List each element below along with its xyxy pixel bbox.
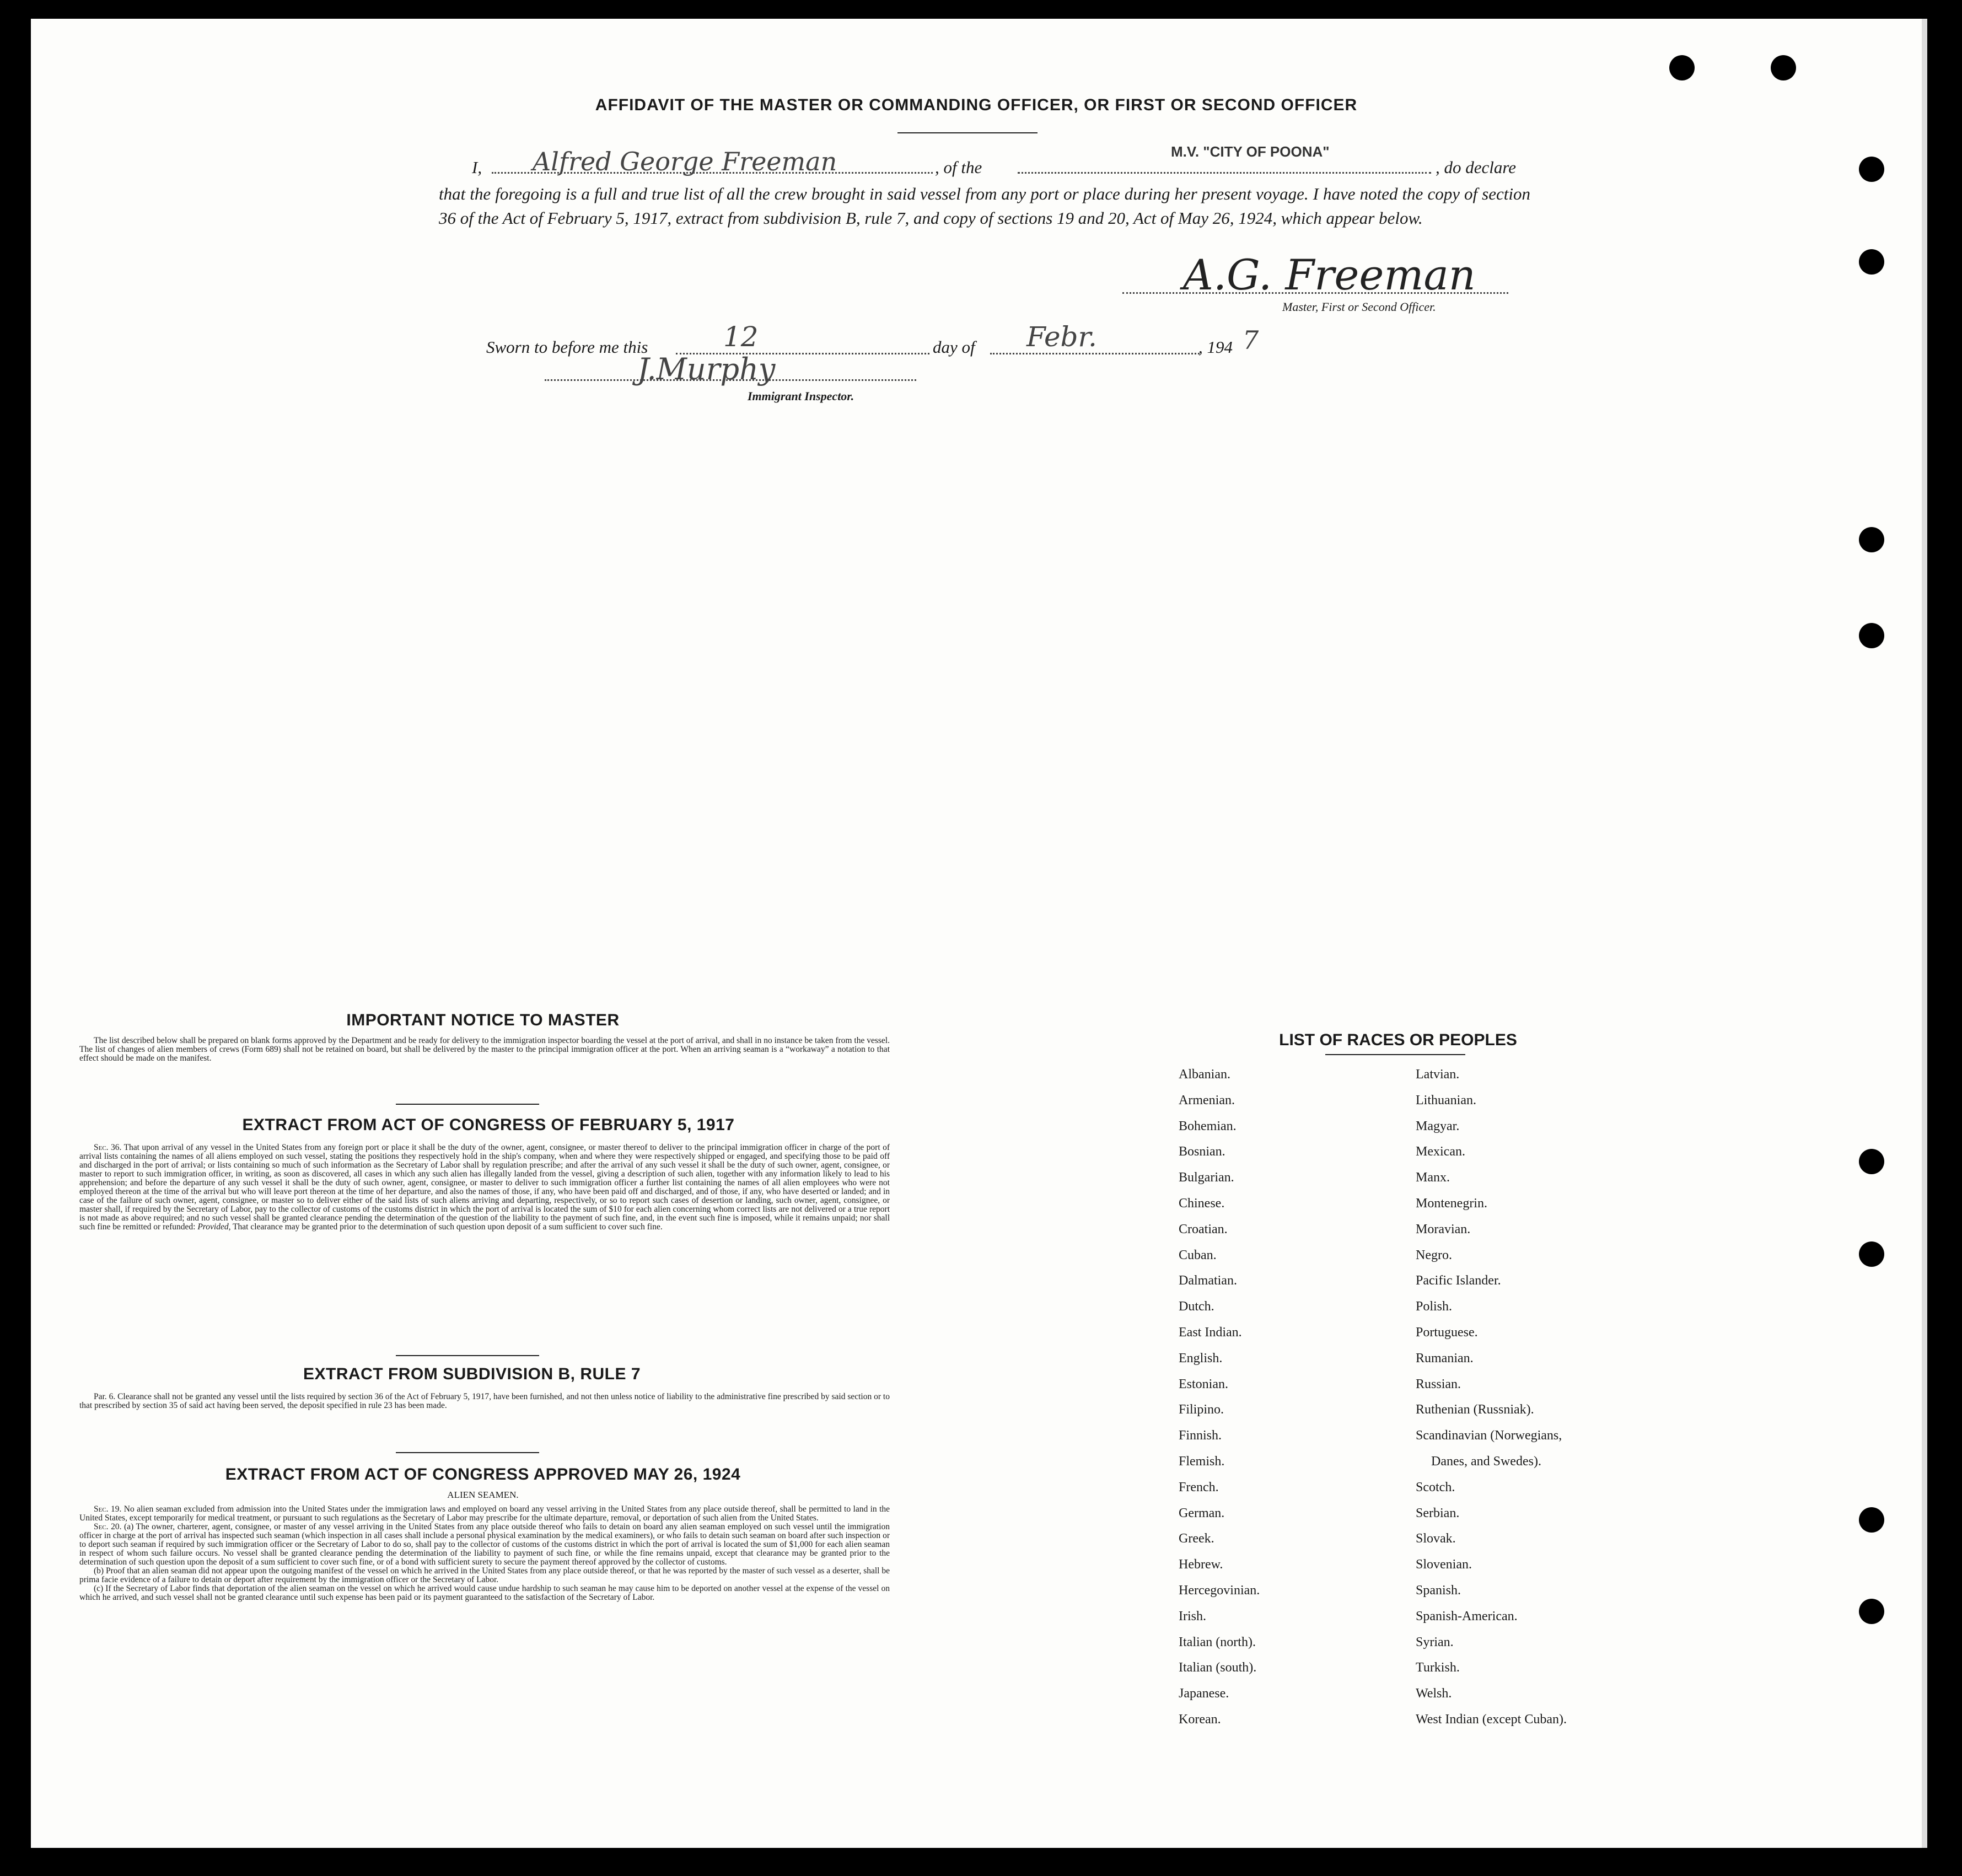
- extract-1924-text: [79, 1505, 890, 1602]
- rule7-paragraph: Par. 6. Clearance shall not be granted any vessel until the lists required by section 36 of the Act of February 5, 1917, have been furnished, and not then unless notice of liability to the administrative fine prescribed by said section or to that prescribed by section 35 of said act having been served, the deposit specified in rule 23 has been made.: [79, 1392, 890, 1410]
- race-item: Bosnian.: [1179, 1144, 1225, 1159]
- race-item: Greek.: [1179, 1531, 1214, 1546]
- year-suffix: 7: [1243, 325, 1259, 355]
- race-item: Pacific Islander.: [1416, 1273, 1501, 1288]
- sec20c-text: (c) If the Secretary of Labor finds that deportation of the alien seaman on the vessel on which he arrived would cause undue hardship to such seaman he may cause him to be deported on another vessel at the expense of the vessel on which he arrived, and such vessel shall not be granted clearance until such expense has been paid or its payment guaranteed to the satisfaction of the Secretary of Labor.: [79, 1584, 890, 1602]
- do-declare-label: , do declare: [1436, 158, 1517, 177]
- extract-rule7-text: [79, 1393, 890, 1410]
- race-item: Hercegovinian.: [1179, 1583, 1260, 1598]
- extract-1924-title: EXTRACT FROM ACT OF CONGRESS APPROVED MAY 26, 1924: [225, 1465, 741, 1483]
- race-item: Syrian.: [1416, 1635, 1454, 1649]
- vessel-name: M.V. "CITY OF POONA": [1171, 143, 1330, 160]
- punch-hole: [1859, 527, 1884, 552]
- sworn-label: Sworn to before me this: [486, 337, 648, 357]
- year-prefix: , 194: [1198, 337, 1233, 357]
- race-item: Polish.: [1416, 1299, 1453, 1314]
- races-title: LIST OF RACES OR PEOPLES: [1279, 1031, 1517, 1049]
- sec36-text: That upon arrival of any vessel in the United States from any foreign port or place it shall be the duty of the owner, agent, consignee, or master thereof to deliver to the principal immigration officer in charge of the port of arrival lists containing the names of all aliens employed on such vessel, stating the positions they respectively hold in the ship's company, when and where they were respectively shipped or engaged, and specifying those to be paid off and discharged in the port of arrival; or lists containing so much of such information as the Secretary of Labor shall by regulation prescribe; and after the arrival of any such vessel it shall be the duty of such owner, agent, consignee, or master to report to such immigration officer, in writing, as soon as discovered, all cases in which any such alien has illegally landed from the vessel, giving a description of such alien, together with any information likely to lead to his apprehension; and before the departure of any such vessel it shall be the duty of such owner, agent, consignee, or master to deliver to such immigration officer a further list containing the names of all alien employees who were not employed thereon at the time of the arrival but who will leave port thereon at the time of her departure, and also the names of those, if any, who have been paid off and discharged, and of those, if any, who have deserted or landed; and in case of the failure of such owner, agent, consignee, or master so to deliver either of the said lists of such aliens arriving and departing, respectively, or so to report such cases of desertion or landing, such owner, agent, consignee, or master shall, if required by the Secretary of Labor, pay to the collector of customs of the customs district in which the port of arrival is located the sum of $10 for each alien concerning whom correct lists are not delivered or a true report is not made as above required; and no such vessel shall be granted clearance pending the determination of the question of the liability to the payment of such fine, and, in the event such fine is imposed, while it remains unpaid; nor shall such fine be remitted or refunded:: [79, 1143, 890, 1232]
- sworn-day: 12: [723, 321, 759, 353]
- race-item: Flemish.: [1179, 1454, 1225, 1469]
- race-item: Spanish.: [1416, 1583, 1461, 1598]
- race-item: Armenian.: [1179, 1093, 1235, 1108]
- race-item: Japanese.: [1179, 1686, 1229, 1701]
- punch-hole: [1859, 623, 1884, 648]
- race-item: Lithuanian.: [1416, 1093, 1476, 1108]
- title-divider: [897, 132, 1038, 133]
- race-item: Dalmatian.: [1179, 1273, 1237, 1288]
- race-item: Chinese.: [1179, 1196, 1225, 1211]
- race-item: Moravian.: [1416, 1222, 1471, 1237]
- notice-title: IMPORTANT NOTICE TO MASTER: [346, 1011, 620, 1029]
- inspector-caption: Immigrant Inspector.: [748, 389, 854, 403]
- race-item: French.: [1179, 1480, 1219, 1495]
- extract-1917-title: EXTRACT FROM ACT OF CONGRESS OF FEBRUARY 5, 1917: [242, 1116, 735, 1134]
- punch-hole: [1859, 249, 1884, 275]
- sworn-month-line: [990, 353, 1200, 354]
- race-item: Hebrew.: [1179, 1557, 1223, 1572]
- race-item: Magyar.: [1416, 1119, 1460, 1133]
- punch-hole: [1859, 1241, 1884, 1267]
- document-page: [31, 19, 1927, 1848]
- race-item: Montenegrin.: [1416, 1196, 1487, 1211]
- master-signature: A.G. Freeman: [1183, 250, 1476, 299]
- race-item: Irish.: [1179, 1609, 1206, 1624]
- race-item: Scotch.: [1416, 1480, 1455, 1495]
- section-divider: [396, 1104, 539, 1105]
- race-item: Serbian.: [1416, 1506, 1460, 1520]
- race-item: Slovenian.: [1416, 1557, 1472, 1572]
- race-item: Scandinavian (Norwegians,: [1416, 1428, 1562, 1443]
- sec20b-text: (b) Proof that an alien seaman did not appear upon the outgoing manifest of the vessel on which he arrived in the United States from any place outside thereof, or that he was reported by the master of such vessel as a deserter, shall be prima facie evidence of a failure to detain or deport after requirement by the immigration officer or the Secretary of Labor.: [79, 1566, 890, 1584]
- races-divider: [1325, 1054, 1465, 1055]
- section-label: Sec. 36.: [94, 1143, 122, 1152]
- race-item: English.: [1179, 1351, 1223, 1366]
- race-item: Rumanian.: [1416, 1351, 1474, 1366]
- extract-rule7-title: EXTRACT FROM SUBDIVISION B, RULE 7: [303, 1365, 641, 1383]
- race-item: Mexican.: [1416, 1144, 1465, 1159]
- section-divider: [396, 1355, 539, 1356]
- race-item: German.: [1179, 1506, 1225, 1520]
- race-item: Dutch.: [1179, 1299, 1214, 1314]
- sec36-text-end: That clearance may be granted prior to the determination of such question upon deposit of a sum sufficient to cover such fine.: [233, 1222, 663, 1232]
- inspector-signature: J.Murphy: [637, 352, 776, 386]
- race-item: Turkish.: [1416, 1660, 1460, 1675]
- race-item: Russian.: [1416, 1377, 1461, 1391]
- section-divider: [396, 1452, 539, 1453]
- vessel-line: [1018, 172, 1431, 174]
- race-item: Italian (south).: [1179, 1660, 1257, 1675]
- race-item: Danes, and Swedes).: [1431, 1454, 1541, 1469]
- race-item: Portuguese.: [1416, 1325, 1478, 1340]
- race-item: Spanish-American.: [1416, 1609, 1518, 1624]
- race-item: Latvian.: [1416, 1067, 1460, 1082]
- sec19-label: Sec. 19.: [94, 1504, 122, 1514]
- race-item: Korean.: [1179, 1712, 1221, 1727]
- i-label: I,: [472, 158, 482, 177]
- punch-hole: [1859, 1149, 1884, 1174]
- punch-hole: [1771, 55, 1796, 80]
- sec19-text: No alien seaman excluded from admission into the United States under the immigration laws and employed on board any vessel arriving in the United States from any place outside thereof, shall be permitted to land in the United States, except temporarily for medical treatment, or pursuant to such regulations as the Secretary of Labor may prescribe for the ultimate departure, removal, or deportation of such alien from the United States.: [79, 1504, 890, 1523]
- punch-hole: [1859, 157, 1884, 182]
- race-item: Manx.: [1416, 1170, 1450, 1185]
- sworn-month: Febr.: [1026, 321, 1097, 353]
- extract-1924-subtitle: ALIEN SEAMEN.: [447, 1490, 519, 1500]
- provided-word: Provided,: [197, 1222, 231, 1232]
- sec20a-text: (a) The owner, charterer, agent, consignee, or master of any vessel arriving in the United States from any place outside thereof who fails to detain on board any alien seaman employed on such vessel until the immigration officer in charge at the port of arrival has inspected such seaman (which inspection in all cases shall include a personal physical examination by the medical examiners), or who fails to detain such seaman on board after such inspection or to deport such seaman if required by such immigration officer or the Secretary of Labor to do so, shall pay to the collector of customs of the customs district in which the port of arrival is located the sum of $1,000 for each alien seaman in respect of whom such failure occurs. No vessel shall be granted clearance pending the determination of the liability to payment of such fine, or while the fine remains unpaid, except that clearance may be granted prior to the determination of such question upon the deposit of a sum sufficient to cover such fine, or of a bond with sufficient surety to secure the payment thereof approved by the collector of customs.: [79, 1522, 890, 1567]
- race-item: Finnish.: [1179, 1428, 1222, 1443]
- race-item: Italian (north).: [1179, 1635, 1256, 1649]
- extract-1917-text: [79, 1143, 890, 1232]
- sec20-label: Sec. 20.: [94, 1522, 122, 1531]
- race-item: Cuban.: [1179, 1248, 1217, 1262]
- master-caption: Master, First or Second Officer.: [1282, 300, 1436, 314]
- race-item: Slovak.: [1416, 1531, 1456, 1546]
- declaration-text: [439, 182, 1530, 230]
- notice-text: [79, 1036, 890, 1063]
- officer-name-handwritten: Alfred George Freeman: [533, 147, 837, 176]
- race-item: Croatian.: [1179, 1222, 1228, 1237]
- affidavit-title: AFFIDAVIT OF THE MASTER OR COMMANDING OFFICER, OR FIRST OR SECOND OFFICER: [595, 96, 1358, 114]
- of-the-label: , of the: [935, 158, 982, 177]
- race-item: Ruthenian (Russniak).: [1416, 1402, 1534, 1417]
- race-item: Estonian.: [1179, 1377, 1228, 1391]
- race-item: Albanian.: [1179, 1067, 1230, 1082]
- declaration-body: that the foregoing is a full and true list of all the crew brought in said vessel from any port or place during her present voyage. I have noted the copy of section 36 of the Act of February 5, 1917, extract from subdivision B, rule 7, and copy of sections 19 and 20, Act of May 26, 1924, which appear below.: [439, 184, 1530, 228]
- race-item: Filipino.: [1179, 1402, 1224, 1417]
- race-item: Bulgarian.: [1179, 1170, 1234, 1185]
- punch-hole: [1859, 1507, 1884, 1533]
- race-item: East Indian.: [1179, 1325, 1242, 1340]
- race-item: Welsh.: [1416, 1686, 1452, 1701]
- race-item: West Indian (except Cuban).: [1416, 1712, 1567, 1727]
- day-of-label: day of: [933, 337, 975, 357]
- punch-hole: [1859, 1599, 1884, 1624]
- notice-paragraph: The list described below shall be prepared on blank forms approved by the Department and be ready for delivery to the immigration inspector boarding the vessel at the port of arrival, and shall in no instance be taken from the vessel. The list of changes of alien members of crews (Form 689) shall not be retained on board, but shall be delivered by the master to the principal immigration officer at the port. When an arriving seaman is a “workaway” a notation to that effect should be made on the manifest.: [79, 1036, 890, 1063]
- punch-hole: [1669, 55, 1695, 80]
- race-item: Bohemian.: [1179, 1119, 1237, 1133]
- race-item: Negro.: [1416, 1248, 1452, 1262]
